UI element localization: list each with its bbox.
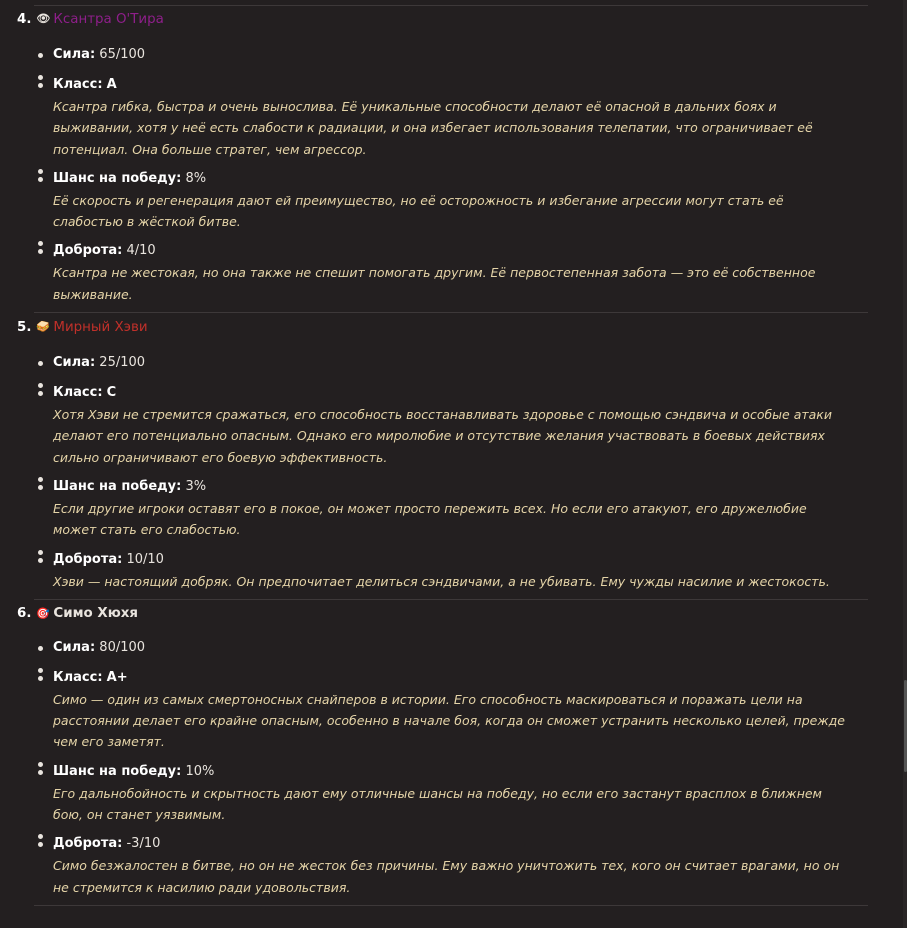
class-value: C (106, 385, 117, 401)
character-name: Симо Хюхя (53, 606, 139, 622)
character-section-xantra (0, 6, 880, 305)
chance-label: Шанс на победу: (53, 478, 182, 494)
list-item (0, 833, 880, 898)
strength-label: Сила: (53, 355, 96, 371)
strength-value: 25/100 (99, 355, 146, 371)
list-item (0, 44, 880, 66)
class-label: Класс: (53, 669, 103, 685)
divider (34, 905, 868, 906)
kindness-value: 4/10 (126, 243, 156, 259)
strength-label: Сила: (53, 47, 96, 62)
list-item (0, 382, 880, 468)
scrollbar-track[interactable] (903, 0, 907, 928)
list-item (0, 74, 880, 160)
strength-label: Сила: (53, 639, 96, 655)
strength-value: 65/100 (99, 47, 146, 62)
divider (34, 312, 868, 313)
character-section-hevi (0, 314, 880, 592)
kindness-value: -3/10 (126, 836, 161, 852)
stats-list (0, 44, 880, 305)
list-number: 6. (17, 606, 32, 622)
list-item (0, 667, 880, 753)
kindness-description: Ксантра не жестокая, но она также не спешит помогать другим. Её первостепенная забота — это её собственное выживание. (53, 265, 816, 302)
chance-label: Шанс на победу: (53, 170, 182, 186)
stats-list (0, 637, 880, 898)
list-item (0, 761, 880, 826)
target-icon: 🎯 (36, 606, 51, 620)
chance-description: Его дальнобойность и скрытность дают ему отличные шансы на победу, но если его застанут врасплох в ближнем бою, он станет уязвимым. (53, 785, 822, 823)
section-heading (0, 601, 880, 627)
list-item (0, 168, 880, 233)
character-section-simo (0, 601, 880, 898)
list-item (0, 352, 880, 374)
class-description: Симо — один из самых смертоносных снайперов в истории. Его способность маскироваться и поражать цели на расстоянии делает его крайне опасным, особенно в начале боя, когда он сможет устранить несколько целей, прежде чем его заметят. (53, 691, 845, 750)
class-label: Класс: (53, 385, 103, 401)
list-item (0, 637, 880, 659)
stats-list (0, 352, 880, 592)
strength-value: 80/100 (99, 639, 146, 655)
sandwich-icon: 🥪 (36, 320, 51, 334)
list-item (0, 476, 880, 541)
chance-description: Если другие игроки оставят его в покое, он может просто пережить всех. Но если его атакуют, его дружелюбие может стать его слабостью. (53, 500, 807, 538)
class-label: Класс: (53, 77, 103, 92)
divider (34, 599, 868, 600)
chance-description: Её скорость и регенерация дают ей преимущество, но её осторожность и избегание агрессии могут стать её слабостью в жёсткой битве. (53, 192, 784, 230)
kindness-label: Доброта: (53, 243, 123, 259)
chance-label: Шанс на победу: (53, 763, 182, 779)
kindness-label: Доброта: (53, 551, 123, 567)
class-description: Хотя Хэви не стремится сражаться, его способность восстанавливать здоровье с помощью сэндвича и особые атаки делают его потенциально опасным. Однако его миролюбие и отсутствие желания участвовать в боевых действиях сильно ограничивают его боевую эффективность. (53, 407, 832, 465)
chance-value: 8% (185, 170, 207, 186)
kindness-description: Хэви — настоящий добряк. Он предпочитает делиться сэндвичами, а не убивать. Ему чужды насилие и жестокость. (53, 573, 830, 589)
character-name: Мирный Хэви (53, 319, 148, 335)
kindness-label: Доброта: (53, 836, 123, 852)
class-description: Ксантра гибка, быстра и очень вынослива. Её уникальные способности делают её опасной в дальних боях и выживании, хотя у неё есть слабости к радиации, и она избегает использования телепатии, что ограничивает её потенциал. Она больше стратег, чем агрессор. (53, 99, 813, 157)
character-name: Ксантра О'Тира (53, 11, 164, 27)
eye-icon: 👁 (36, 12, 51, 25)
class-value: A (106, 77, 117, 92)
kindness-description: Симо безжалостен в битве, но он не жесток без причины. Ему важно уничтожить тех, кого он считает врагами, но он не стремится к насилию ради удовольствия. (53, 858, 840, 895)
section-heading (0, 6, 880, 32)
chance-value: 3% (185, 478, 207, 494)
list-number: 4. (17, 11, 32, 27)
section-heading (0, 314, 880, 340)
list-number: 5. (17, 319, 32, 335)
class-value: A+ (106, 669, 128, 685)
chance-value: 10% (185, 763, 215, 779)
kindness-value: 10/10 (126, 551, 164, 567)
list-item (0, 549, 880, 592)
list-item (0, 240, 880, 305)
